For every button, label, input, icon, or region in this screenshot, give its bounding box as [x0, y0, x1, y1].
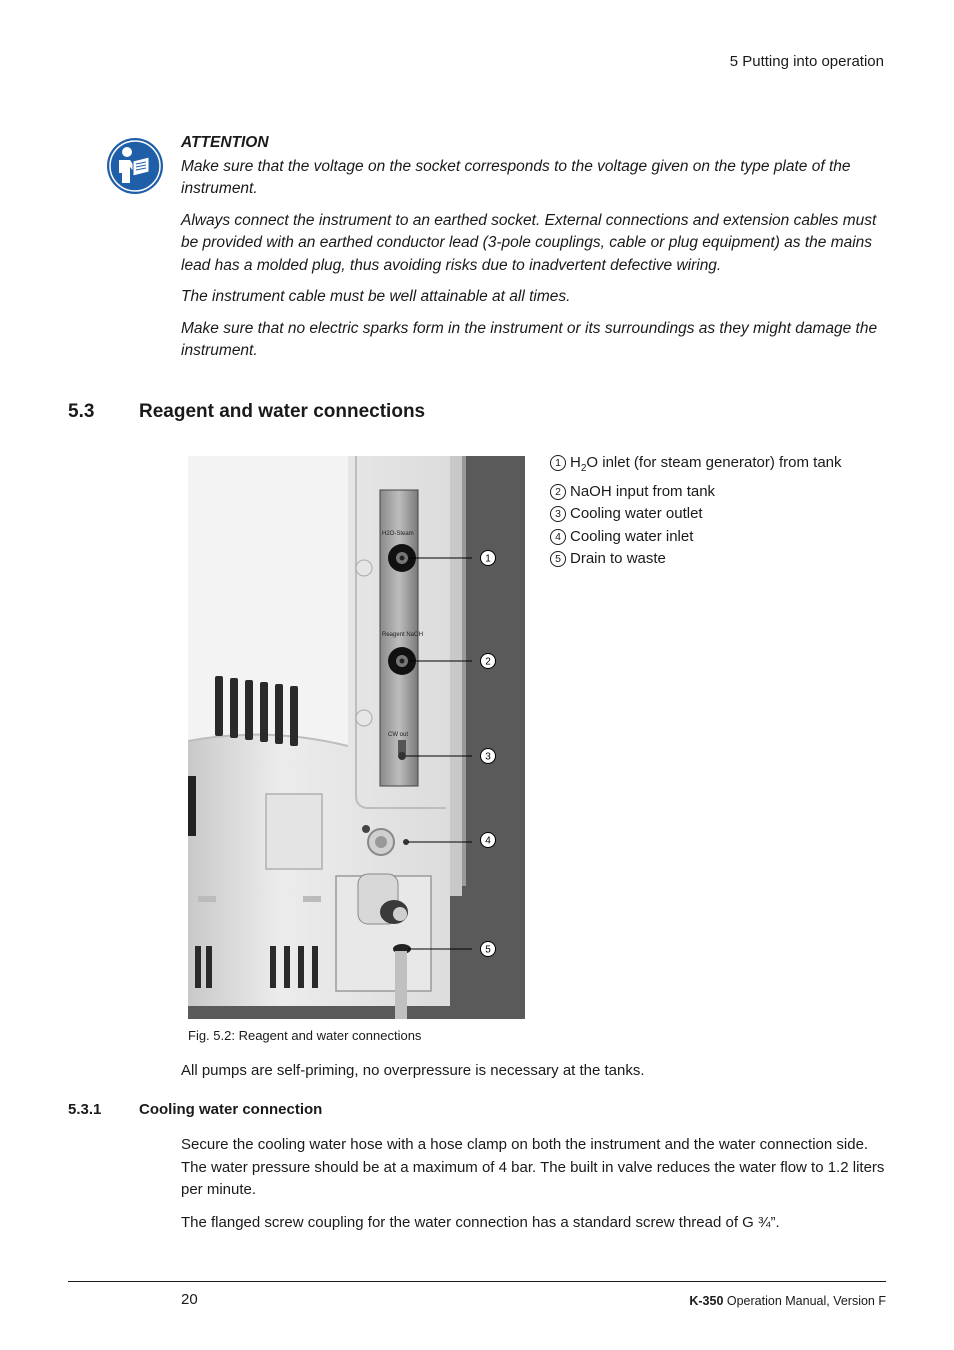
page-number: 20	[181, 1291, 198, 1308]
callout-4: 4	[485, 835, 491, 847]
legend-item: 5 Drain to waste	[550, 548, 842, 571]
footer-divider	[68, 1281, 886, 1282]
read-manual-icon	[106, 137, 164, 195]
manual-version: Operation Manual, Version F	[723, 1294, 886, 1308]
callout-2: 2	[485, 656, 491, 668]
figure-caption: Fig. 5.2: Reagent and water connections	[188, 1028, 422, 1043]
section-number: 5.3	[68, 401, 95, 422]
legend-item: 3 Cooling water outlet	[550, 503, 842, 526]
callout-1: 1	[485, 553, 491, 565]
body-paragraph: All pumps are self-priming, no overpressure is necessary at the tanks.	[181, 1062, 645, 1079]
legend-number: 3	[550, 506, 566, 522]
chapter-header: 5 Putting into operation	[729, 53, 884, 70]
panel-label-h2o: H2O-Steam	[382, 531, 414, 537]
subsection-title: Cooling water connection	[139, 1101, 323, 1118]
attention-block	[181, 132, 886, 372]
footer-manual-title	[689, 1294, 886, 1308]
callout-5: 5	[485, 944, 491, 956]
legend-number: 2	[550, 484, 566, 500]
body-paragraph: Secure the cooling water hose with a hose clamp on both the instrument and the water connection side. The water pressure should be at a maximum of 4 bar. The built in valve reduces the water flow to 1.2 liters per minute.	[181, 1136, 885, 1198]
legend-number: 4	[550, 529, 566, 545]
legend-item: 2 NaOH input from tank	[550, 481, 842, 504]
callout-3: 3	[485, 751, 491, 763]
legend-number: 5	[550, 551, 566, 567]
panel-label-reagent: Reagent NaOH	[382, 632, 424, 638]
attention-paragraph: Always connect the instrument to an earthed socket. External connections and extension cables must be provided with an earthed conductor lead (3-pole couplings, cable or plug equipment) as the mains lead has a molded plug, thus avoiding risks due to inadvertent defective wiring.	[181, 211, 877, 274]
attention-paragraph: The instrument cable must be well attainable at all times.	[181, 288, 571, 305]
legend-item: 4 Cooling water inlet	[550, 526, 842, 549]
product-name: K-350	[689, 1294, 724, 1308]
attention-title: ATTENTION	[181, 134, 269, 151]
attention-paragraph: Make sure that the voltage on the socket corresponds to the voltage given on the type plate of the instrument.	[181, 157, 851, 197]
subsection-number: 5.3.1	[68, 1101, 102, 1118]
body-paragraph: The flanged screw coupling for the water connection has a standard screw thread of G ¾”.	[181, 1214, 780, 1231]
figure-legend	[550, 452, 842, 571]
instrument-rear-photo	[188, 456, 525, 1019]
panel-label-cw: CW out	[388, 732, 409, 738]
attention-paragraph: Make sure that no electric sparks form in the instrument or its surroundings as they might damage the instrument.	[181, 319, 878, 359]
section-title: Reagent and water connections	[139, 401, 426, 422]
legend-item: 1 $H_2O$ inlet (for steam generator) from tank	[550, 452, 842, 481]
legend-number: 1	[550, 455, 566, 471]
